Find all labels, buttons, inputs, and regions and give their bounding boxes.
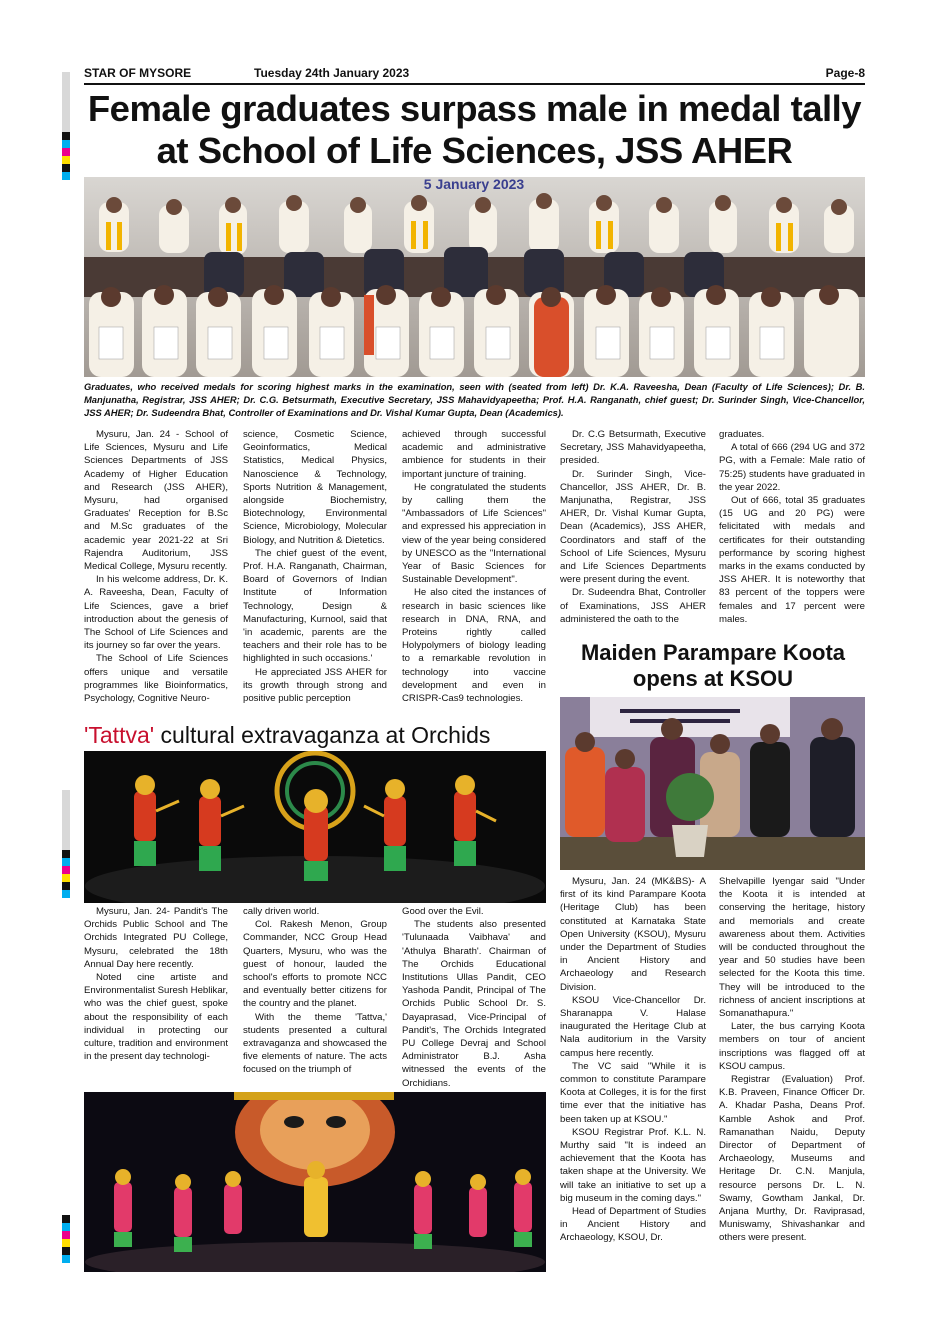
registration-mark-top (62, 72, 70, 180)
lead-article-column-5: graduates. A total of 666 (294 UG and 372 PG, with a Female: Male ratio of 75:25) students have graduated in the year 2022. Out of 666, total 35 graduates (15 UG and 20 PG) were felicitated with medals and certificates for their outstanding performance by scoring highest marks in the exams conducted by JSS AHER. It is noteworthy that 83 percent of the toppers were females and 17 percent were males. (719, 429, 865, 625)
page-number: Page-8 (825, 66, 865, 80)
ksou-inauguration-photo (560, 697, 865, 870)
lead-article-column-1: Mysuru, Jan. 24 - School of Life Sciences, Mysuru and Life Sciences Departments of JSS Academy of Higher Education and Research (JSS AHER), Mysuru, had organised Graduates' Reception for B.Sc and M.Sc graduates of the academic year 2021-22 at Sri Rajendra Auditorium, JSS Medical College, Mysuru recently. In his welcome address, Dr. K. A. Raveesha, Dean, Faculty of Life Sciences, gave a brief introduction about the genesis of The School of Life Sciences and its journey so far over the years. The School of Life Sciences offers unique and versatile programmes like Bioinformatics, Psychology, Cognitive Neuro- (84, 429, 228, 705)
tattva-dance-photo-2 (84, 1092, 546, 1272)
issue-date: Tuesday 24th January 2023 (254, 66, 410, 80)
tattva-article-column-2: cally driven world. Col. Rakesh Menon, Group Commander, NCC Group Head Quarters, Mysuru, who was the guest of honour, lauded the school's efforts to promote NCC and eventually better citizens for the country and the planet. With the theme 'Tattva,' students presented a cultural extravaganza and showcased the five elements of nature. The acts focused on the triumph of (243, 906, 387, 1076)
ksou-headline: Maiden Parampare Koota opens at KSOU (580, 640, 846, 691)
registration-mark-middle (62, 790, 70, 898)
lead-article-column-4: Dr. C.G Betsurmath, Executive Secretary, JSS Mahavidyapeetha, presided. Dr. Surinder Singh, Vice-Chancellor, JSS AHER, Dr. B. Manjunatha, Registrar, JSS AHER, Dr. Vishal Kumar Gupta, Dean (Academics), JSS AHER, Coordinators and staff of the School of Life Sciences, Mysuru and Life Sciences Departments were present during the event. Dr. Sudeendra Bhat, Controller of Examinations, JSS AHER administered the oath to the (560, 429, 706, 625)
graduates-group-photo (84, 177, 865, 377)
lead-headline: Female graduates surpass male in medal tally at School of Life Sciences, JSS AHER (87, 88, 862, 171)
tattva-article-column-1: Mysuru, Jan. 24- Pandit's The Orchids Public School and The Orchids Integrated PU College, Mysuru, celebrated the 18th Annual Day here recently. Noted cine artiste and Environmentalist Suresh Heblikar, who was the chief guest, spoke about the responsibility of each individual in protecting our culture, tradition and environment in the present day technologi- (84, 906, 228, 1063)
registration-mark-bottom (62, 1215, 70, 1263)
photo-banner-text: 5 January 2023 (423, 177, 525, 192)
tattva-article-column-3: Good over the Evil. The students also presented 'Tulunaada Vaibhava' and 'Athulya Bharath'. Chairman of The Orchids Educational Institutions Ullas Pandit, CEO Yashoda Pandit, Principal of The Orchids Public School Dr. S. Dayaprasad, Vice-Principal of Pandit's, The Orchids Integrated PU College Devraj and School Administrator B.J. Asha witnessed the events of the Orchidians. (402, 906, 546, 1089)
tattva-headline: 'Tattva' cultural extravaganza at Orchids (84, 722, 491, 748)
header-rule (84, 83, 865, 85)
lead-article-column-3: achieved through successful academic and administrative ambience for students in their important juncture of training. He congratulated the students by calling them the "Ambassadors of Life Sciences" and expressed his appreciation in view of the year being considered by UNESCO as the "International Year of Basic Sciences for Sustainable Development". He also cited the instances of research in basic sciences like research in DNA, RNA, and Proteins rightly called Holypolymers of biology leading to a remarkable revolution in technology into vaccine development and even in CRISPR-Cas9 technologies. (402, 429, 546, 705)
ksou-article-column-1: Mysuru, Jan. 24 (MK&BS)- A first of its kind Parampare Koota (Heritage Club) has been constituted at Karnataka State Open University (KSOU), Mysuru under the Department of Studies in Ancient History and Archaeology and Research Division. KSOU Vice-Chancellor Dr. Sharanappa V. Halase inaugurated the Heritage Club at Nala auditorium in the Varsity campus here recently. The VC said "While it is common to constitute Parampare Koota at Colleges, it is for the first time ever that the initiative has been taken up at KSOU." KSOU Registrar Prof. K.L. N. Murthy said "It is indeed an achievement that the Koota has taken shape at the University. We will take an initiative to set up a big museum in the coming days." Head of Department of Studies in Ancient History and Archaeology, KSOU, Dr. (560, 876, 706, 1244)
ksou-article-column-2: Shelvapille Iyengar said "Under the Koota it is intended at conserving the heritage, history and memorials and create awareness about them. Activities will be conducted throughout the year and 50 studies have been selected for the Koota this time. They will be introduced to the richness of ancient inscriptions at Somanathapura." Later, the bus carrying Koota members on tour of ancient inscriptions was flagged off at KSOU campus. Registrar (Evaluation) Prof. K.B. Praveen, Finance Officer Dr. A. Khadar Pasha, Deans Prof. Kamble Ashok and Prof. Ramanathan Naidu, Deputy Director of Department of Archaeology, Museums and Heritage Dr. C.N. Manjula, resource persons Dr. L. N. Swamy, Gowtham Jankal, Dr. Anjana Murthy, Dr. Raviprasad, Muniswamy, Shivashankar and others were present. (719, 876, 865, 1244)
tattva-dance-photo-1 (84, 751, 546, 903)
lead-photo-caption: Graduates, who received medals for scoring highest marks in the examination, seen with (seated from left) Dr. K.A. Raveesha, Dean (Faculty of Life Sciences); Dr. B. Manjunatha, Registrar, JSS AHER; Dr. C.G. Betsurmath, Executive Secretary, JSS Mahavidyapeetha; Prof. H.A. Ranganath, chief guest; Dr. Surinder Singh, Vice-Chancellor, JSS AHER; Dr. Sudeendra Bhat, Controller of Examinations and Dr. Vishal Kumar Gupta, Dean (Academics). (84, 381, 865, 418)
lead-article-column-2: science, Cosmetic Science, Geoinformatics, Medical Statistics, Medical Physics, Nanoscience & Technology, Sports Nutrition & Management, alongside Biochemistry, Biotechnology, Environmental Science, Microbiology, Molecular Biology, and Nutrition & Dietetics. The chief guest of the event, Prof. H.A. Ranganath, Chairman, Board of Governors of Indian Institute of Information Technology, Design & Manufacturing, Kurnool, said that 'in academic, parents are the teachers and their role has to be highlighted in such occasions.' He appreciated JSS AHER for its growth through strong and positive public perception (243, 429, 387, 705)
page-header (84, 66, 865, 82)
newspaper-name: STAR OF MYSORE (84, 66, 192, 80)
